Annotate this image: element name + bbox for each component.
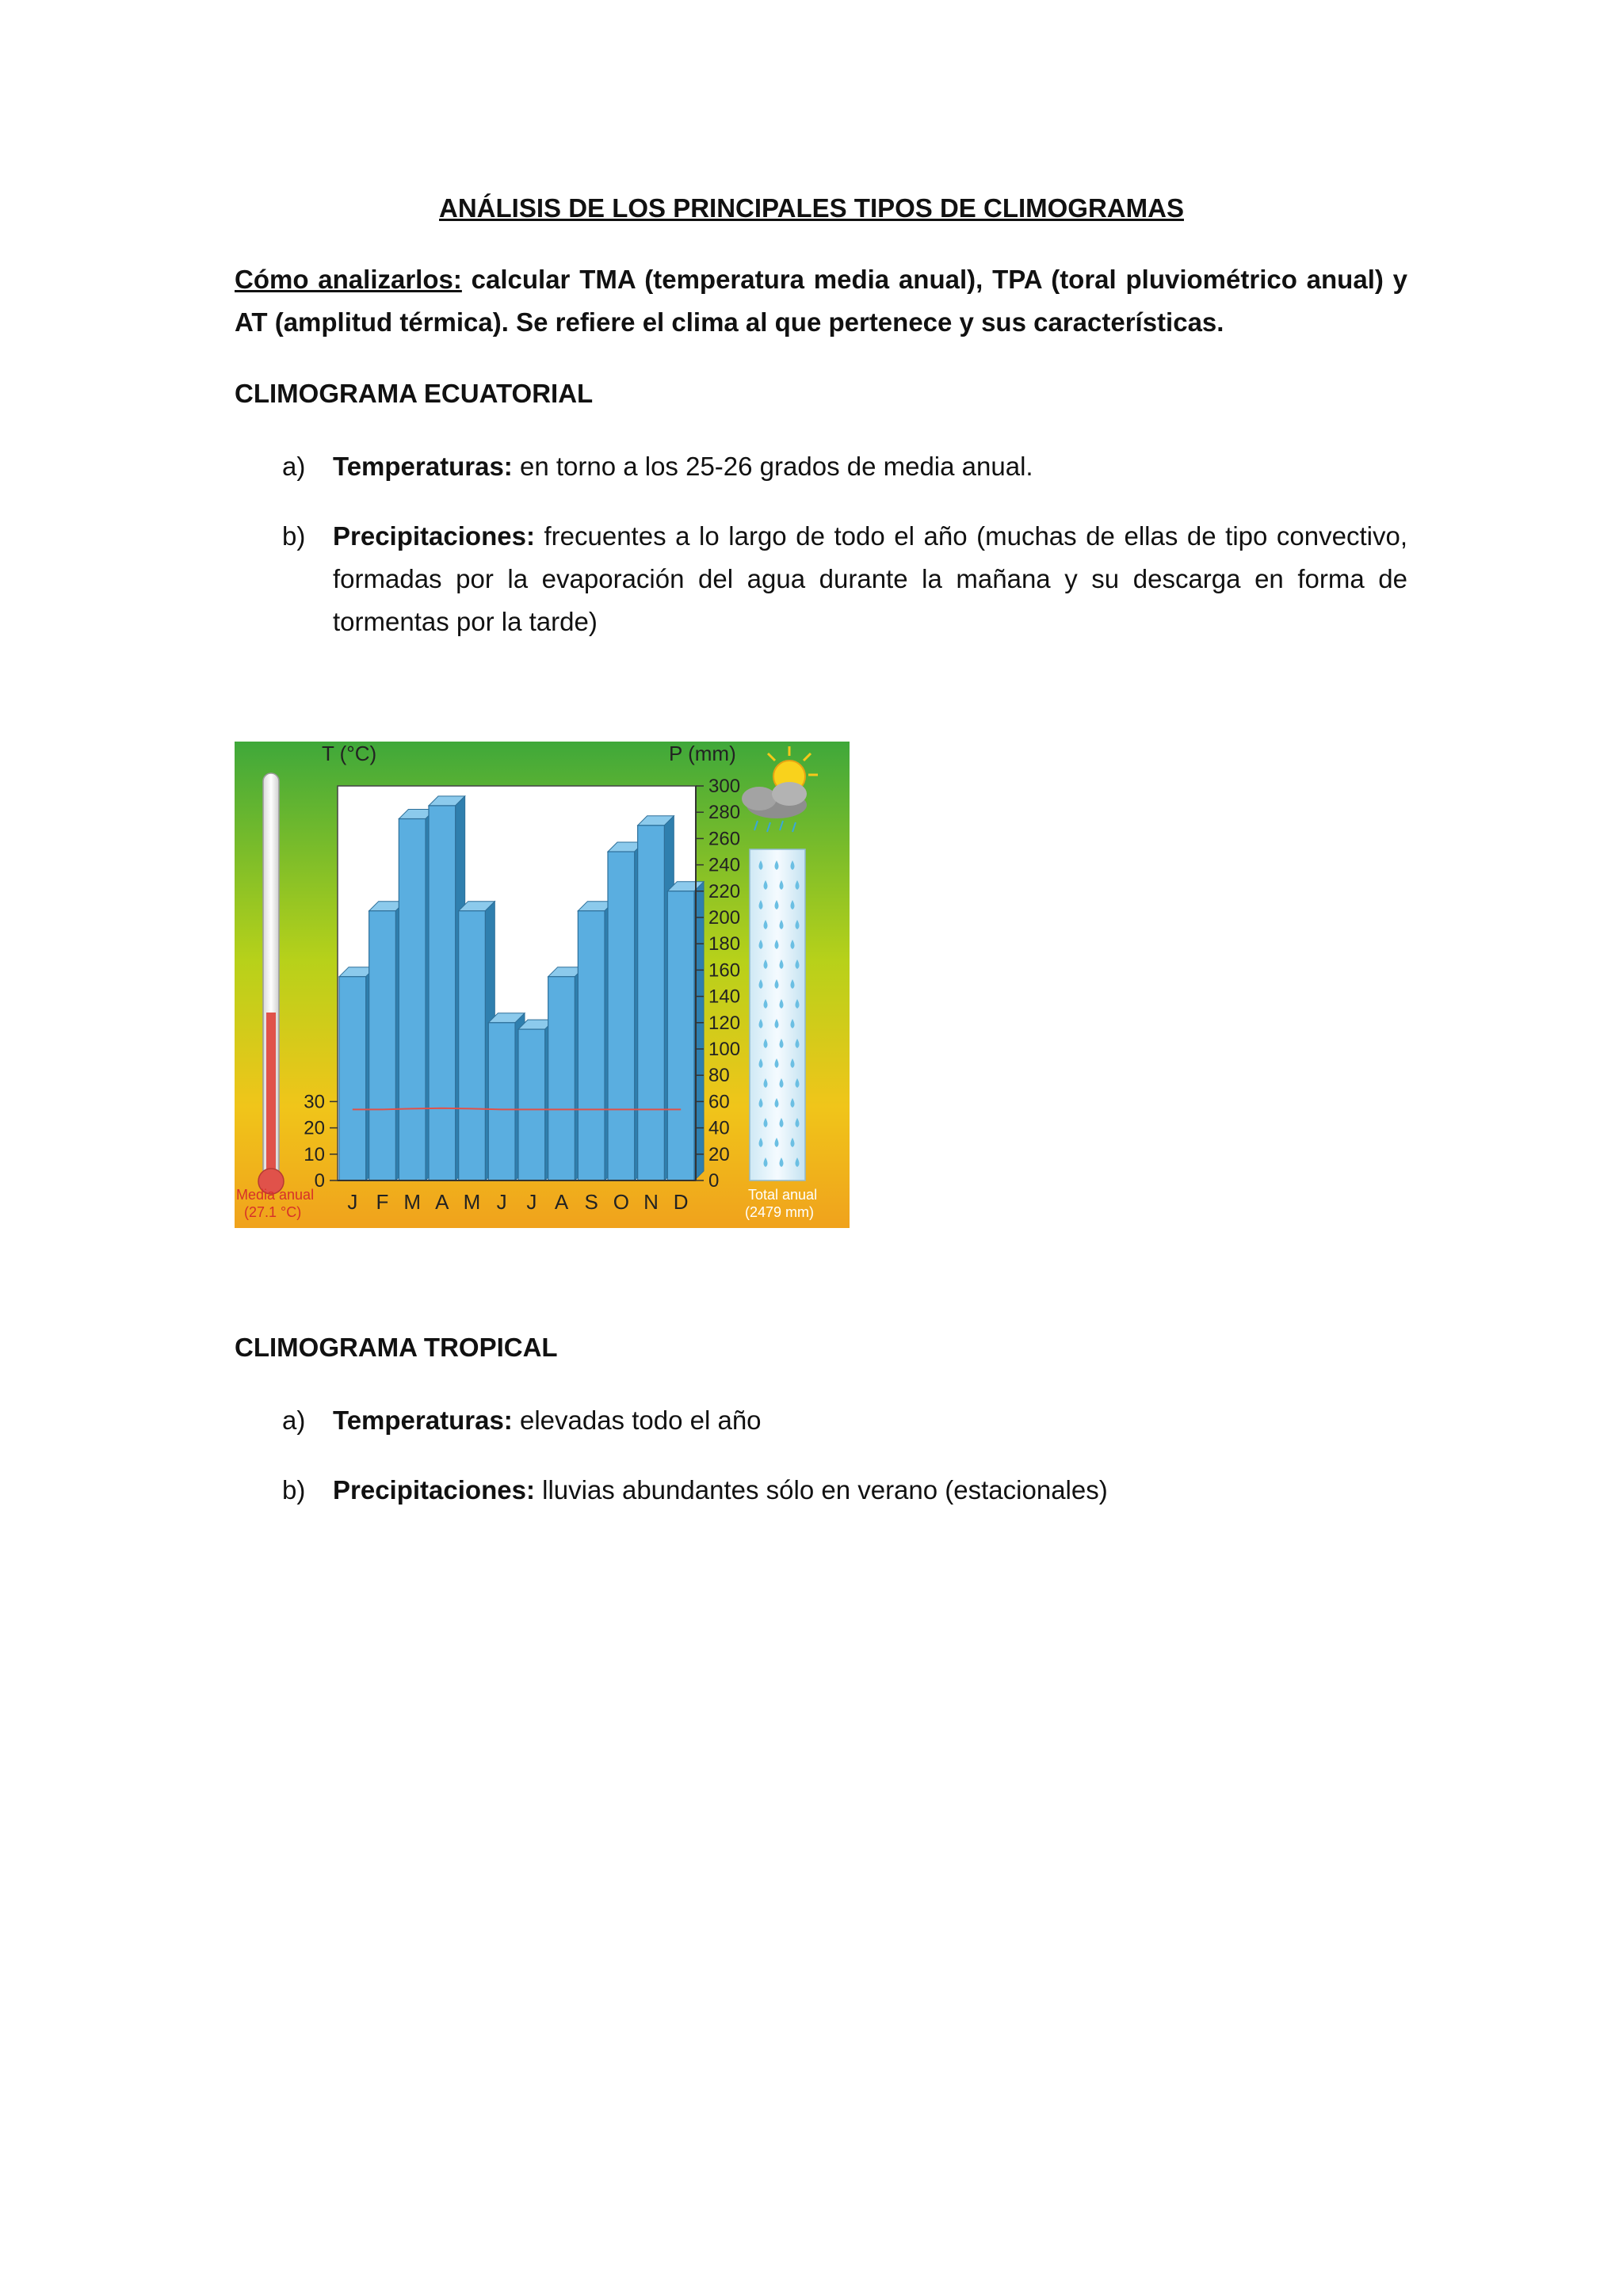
mean-temp-value: (27.1 °C) (244, 1204, 302, 1220)
right-tick-label: 100 (708, 1039, 741, 1060)
month-label: A (435, 1190, 449, 1214)
list-item (282, 1469, 1407, 1512)
month-label: D (673, 1190, 689, 1214)
total-rain-value: (2479 mm) (745, 1204, 815, 1220)
item-text: frecuentes a lo largo de todo el año (muchas de ellas de tipo convectivo, formadas por la evaporación del agua durante la mañana y su descarga en forma de tormentas por la tarde) (333, 521, 1407, 636)
intro-text: calcular TMA (temperatura media anual), TPA (toral pluviométrico anual) y AT (amplitud térmica). Se refiere el clima al que pertenece y sus características. (235, 265, 1407, 337)
right-tick-label: 60 (708, 1091, 730, 1113)
item-label: Temperaturas: (333, 452, 513, 481)
right-tick-label: 140 (708, 986, 741, 1008)
month-label: F (376, 1190, 389, 1214)
right-tick-label: 300 (708, 776, 741, 797)
left-tick-label: 0 (314, 1170, 325, 1192)
month-label: N (643, 1190, 659, 1214)
document-title: ANÁLISIS DE LOS PRINCIPALES TIPOS DE CLIMOGRAMAS (439, 193, 1184, 223)
right-tick-label: 240 (708, 854, 741, 876)
item-label: Temperaturas: (333, 1405, 513, 1435)
item-text: en torno a los 25-26 grados de media anual. (512, 452, 1033, 481)
intro-label: Cómo analizarlos: (235, 265, 462, 294)
right-tick-label: 120 (708, 1012, 741, 1034)
right-tick-label: 260 (708, 828, 741, 850)
month-label: J (496, 1190, 507, 1214)
list-item (282, 445, 1407, 488)
precip-bar (667, 882, 704, 1180)
mean-temp-label: Media anual (236, 1187, 315, 1203)
climograph-chart (235, 742, 850, 1228)
right-axis-label: P (mm) (669, 742, 736, 765)
list-marker: b) (282, 1475, 306, 1505)
right-tick-label: 180 (708, 933, 741, 955)
left-tick-label: 30 (304, 1091, 325, 1113)
month-label: M (463, 1190, 481, 1214)
right-tick-label: 160 (708, 959, 741, 982)
rain-gauge-icon (750, 849, 805, 1180)
month-label: A (554, 1190, 569, 1214)
section-heading-tropical: CLIMOGRAMA TROPICAL (235, 1333, 558, 1362)
left-tick-label: 10 (304, 1143, 325, 1165)
month-label: J (526, 1190, 537, 1214)
right-tick-label: 40 (708, 1117, 730, 1139)
left-tick-label: 20 (304, 1117, 325, 1139)
item-text: elevadas todo el año (512, 1405, 762, 1435)
right-tick-label: 200 (708, 907, 741, 929)
right-tick-label: 0 (708, 1170, 720, 1192)
month-label: O (613, 1190, 629, 1214)
left-axis-label: T (°C) (322, 742, 377, 765)
right-tick-label: 280 (708, 802, 741, 824)
month-label: S (584, 1190, 598, 1214)
climograph-svg (235, 742, 850, 1228)
month-label: J (347, 1190, 358, 1214)
item-label: Precipitaciones: (333, 1475, 535, 1505)
list-item (282, 515, 1407, 643)
right-tick-label: 220 (708, 880, 741, 902)
month-label: M (403, 1190, 422, 1214)
section-heading-ecuatorial: CLIMOGRAMA ECUATORIAL (235, 379, 594, 408)
list-item (282, 1399, 1407, 1442)
item-label: Precipitaciones: (333, 521, 535, 551)
item-text: lluvias abundantes sólo en verano (estacionales) (534, 1475, 1108, 1505)
intro-paragraph (235, 258, 1407, 344)
total-rain-label: Total anual (748, 1187, 818, 1203)
right-tick-label: 20 (708, 1143, 730, 1165)
list-marker: a) (282, 1405, 306, 1435)
right-tick-label: 80 (708, 1065, 730, 1087)
list-marker: b) (282, 521, 306, 551)
list-marker: a) (282, 452, 306, 481)
